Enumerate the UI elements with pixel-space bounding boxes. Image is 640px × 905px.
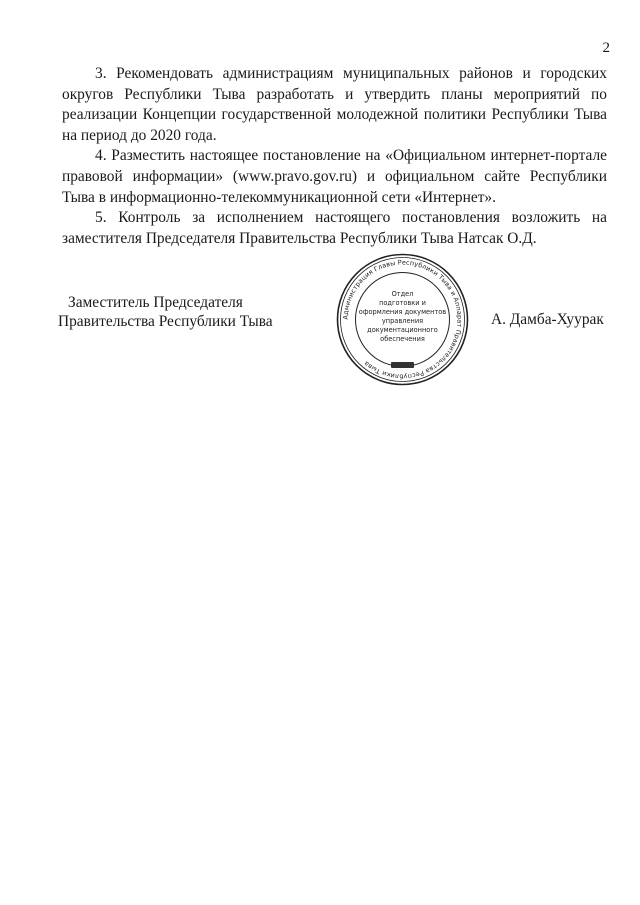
paragraph-4: 4. Разместить настоящее постановление на «Официальном интернет-портале правовой информации» (www.pravo.gov.ru) и официальном сайте Республики Тыва в информационно-телекоммуникационной сети «Интернет». [62, 147, 607, 206]
seal-line-1: Отдел [391, 290, 414, 298]
paragraph-3: 3. Рекомендовать администрациям муниципальных районов и городских округов Республики Тыва разработать и утвердить планы мероприятий по реализации Концепции государственной молодежной политики Республики Тыва на период до 2020 года. [62, 65, 607, 144]
seal-line-5: документационного [367, 326, 438, 334]
seal-line-2: подготовки и [379, 299, 426, 307]
official-seal [335, 252, 470, 387]
seal-emblem [391, 362, 414, 368]
signatory-title-line-1: Заместитель Председателя [68, 294, 243, 311]
signatory-title [58, 293, 273, 331]
signatory-name: А. Дамба-Хуурак [491, 311, 604, 328]
seal-line-6: обеспечения [380, 335, 425, 343]
seal-line-3: оформления документов [358, 308, 447, 316]
seal-line-4: управления [381, 317, 424, 325]
document-body [62, 64, 607, 249]
paragraph-5: 5. Контроль за исполнением настоящего постановления возложить на заместителя Председателя Правительства Республики Тыва Натсак О.Д. [62, 209, 607, 247]
signatory-title-line-2: Правительства Республики Тыва [58, 313, 273, 330]
page-number: 2 [602, 40, 610, 56]
seal-ring-text: Администрация Главы Республики Тыва и Аппарат Правительства Республики Тыва [341, 258, 464, 381]
